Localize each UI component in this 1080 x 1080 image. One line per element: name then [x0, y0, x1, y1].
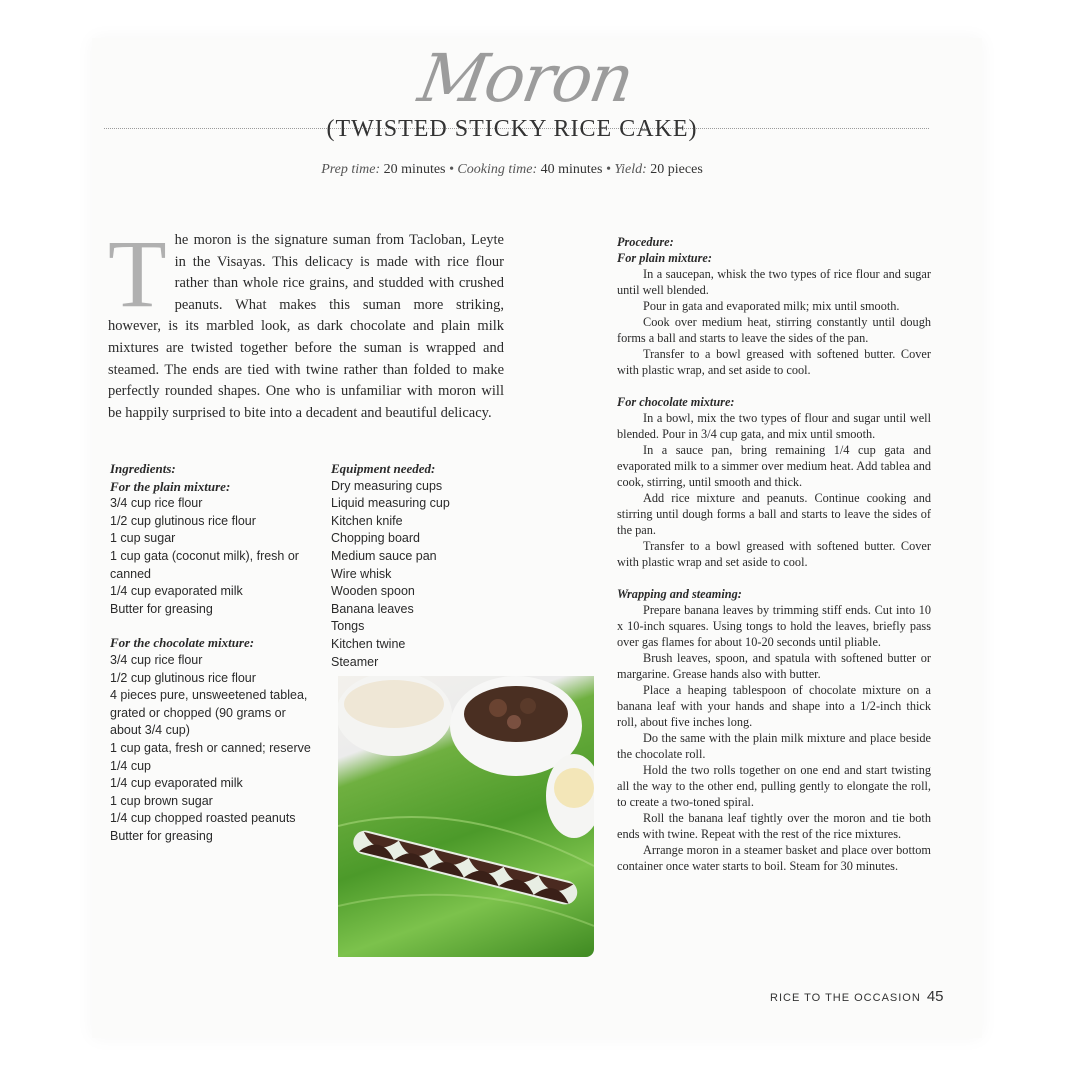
moron-photo-illustration: [338, 676, 594, 957]
cook-label: Cooking time:: [457, 162, 538, 177]
procedure-step: Place a heaping tablespoon of chocolate mixture on a banana leaf with your hands and shape into a 1/2-inch thick roll, about five inches long.: [617, 683, 931, 729]
ingredient-item: 4 pieces pure, unsweetened tablea, grated or chopped (90 grams or about 3/4 cup): [110, 688, 308, 738]
procedure-step: Arrange moron in a steamer basket and place over bottom container once water starts to boil. Steam for 30 minutes.: [617, 843, 931, 873]
procedure-step: Transfer to a bowl greased with softened butter. Cover with plastic wrap, and set aside to cool.: [617, 347, 931, 377]
procedure-step: Brush leaves, spoon, and spatula with softened butter or margarine. Grease hands also with butter.: [617, 651, 931, 681]
intro-paragraph: [108, 220, 504, 424]
procedure-step: Pour in gata and evaporated milk; mix until smooth.: [643, 299, 900, 313]
equipment-item: Chopping board: [331, 531, 420, 546]
ingredient-item: 1 cup sugar: [110, 531, 176, 546]
equipment-item: Steamer: [331, 654, 379, 669]
ingredient-item: 1 cup gata, fresh or canned; reserve 1/4 cup: [110, 740, 311, 773]
ingredient-item: 3/4 cup rice flour: [110, 652, 203, 667]
procedure-step: Roll the banana leaf tightly over the moron and tie both ends with twine. Repeat with the rest of the rice mixtures.: [617, 811, 931, 841]
equipment-item: Tongs: [331, 619, 365, 634]
equipment-heading: Equipment needed:: [331, 461, 436, 476]
cook-value: 40 minutes: [540, 162, 603, 177]
ingredient-item: 1/4 cup evaporated milk: [110, 776, 243, 791]
equipment-item: Dry measuring cups: [331, 478, 443, 493]
ingredient-item: Butter for greasing: [110, 828, 213, 843]
equipment-item: Kitchen knife: [331, 513, 403, 528]
ingredient-item: 1 cup brown sugar: [110, 793, 213, 808]
ingredients-column: [110, 460, 318, 845]
procedure-step: In a saucepan, whisk the two types of rice flour and sugar until well blended.: [617, 267, 931, 297]
equipment-item: Kitchen twine: [331, 636, 406, 651]
equipment-item: Liquid measuring cup: [331, 496, 450, 511]
ingredient-item: 1/2 cup glutinous rice flour: [110, 670, 256, 685]
ingredient-item: 1/2 cup glutinous rice flour: [110, 513, 256, 528]
equipment-item: Banana leaves: [331, 601, 414, 616]
procedure-step: Transfer to a bowl greased with softened butter. Cover with plastic wrap and set aside to cool.: [617, 539, 931, 569]
ingredient-item: 1/4 cup chopped roasted peanuts: [110, 811, 296, 826]
ingredients-heading: Ingredients:: [110, 461, 176, 476]
wrapping-heading: Wrapping and steaming:: [617, 587, 742, 601]
moron-photo: [338, 676, 594, 957]
ingredient-item: 1 cup gata (coconut milk), fresh or canned: [110, 548, 299, 581]
equipment-item: Wooden spoon: [331, 584, 415, 599]
intro-text: he moron is the signature suman from Tacloban, Leyte in the Visayas. This delicacy is made with rice flour rather than whole rice grains, and studded with crushed peanuts. What makes this suman more striking, however, is its marbled look, as dark chocolate and plain milk mixtures are twisted together before the suman is wrapped and steamed. The ends are tied with twine rather than folded to make perfectly rounded shapes. One who is unfamiliar with moron will be happily surprised to bite into a decadent and beautiful delicacy.: [108, 232, 504, 421]
equipment-item: Medium sauce pan: [331, 548, 437, 563]
yield-value: 20 pieces: [650, 162, 703, 177]
procedure-heading: Procedure:: [617, 235, 674, 249]
page-number: 45: [926, 988, 944, 1005]
procedure-chocolate-heading: For chocolate mixture:: [617, 395, 735, 409]
prep-value: 20 minutes: [383, 162, 446, 177]
procedure-step: In a bowl, mix the two types of flour and sugar until well blended. Pour in 3/4 cup gata, and mix until smooth.: [617, 411, 931, 441]
procedure-step: In a sauce pan, bring remaining 1/4 cup gata and evaporated milk to a simmer over medium heat. Add tablea and cook, stirring, until smooth and thick.: [617, 443, 931, 489]
page-footer: [770, 988, 944, 1005]
procedure-step: Cook over medium heat, stirring constantly until dough forms a ball and starts to leave the sides of the pan.: [617, 315, 931, 345]
procedure-column: [617, 234, 931, 874]
ingredient-item: Butter for greasing: [110, 601, 213, 616]
procedure-step: Add rice mixture and peanuts. Continue cooking and stirring until dough forms a ball and starts to leave the sides of the pan.: [617, 491, 931, 537]
prep-label: Prep time:: [321, 162, 381, 177]
chocolate-ingredients-heading: For the chocolate mixture:: [110, 635, 255, 651]
ingredient-item: 1/4 cup evaporated milk: [110, 584, 243, 599]
equipment-item: Wire whisk: [331, 566, 392, 581]
ingredient-item: 3/4 cup rice flour: [110, 496, 203, 511]
recipe-subtitle: (TWISTED STICKY RICE CAKE): [326, 116, 698, 142]
section-title: RICE TO THE OCCASION: [770, 992, 921, 1004]
procedure-step: Prepare banana leaves by trimming stiff ends. Cut into 10 x 10-inch squares. Using tongs to hold the leaves, briefly pass over gas flames for about 10-20 seconds until pliable.: [617, 603, 931, 649]
yield-label: Yield:: [614, 162, 647, 177]
recipe-meta: Prep time: 20 minutes • Cooking time: 40 minutes • Yield: 20 pieces: [321, 162, 703, 177]
procedure-step: Do the same with the plain milk mixture and place beside the chocolate roll.: [617, 731, 931, 761]
procedure-step: Hold the two rolls together on one end and start twisting all the way to the other end, pulling gently to elongate the roll, to create a two-toned spiral.: [617, 763, 931, 809]
script-title: Moron: [413, 40, 638, 117]
plain-ingredients-heading: For the plain mixture:: [110, 478, 231, 494]
equipment-column: [331, 460, 511, 671]
procedure-plain-heading: For plain mixture:: [617, 251, 712, 265]
drop-cap: T: [108, 220, 167, 327]
